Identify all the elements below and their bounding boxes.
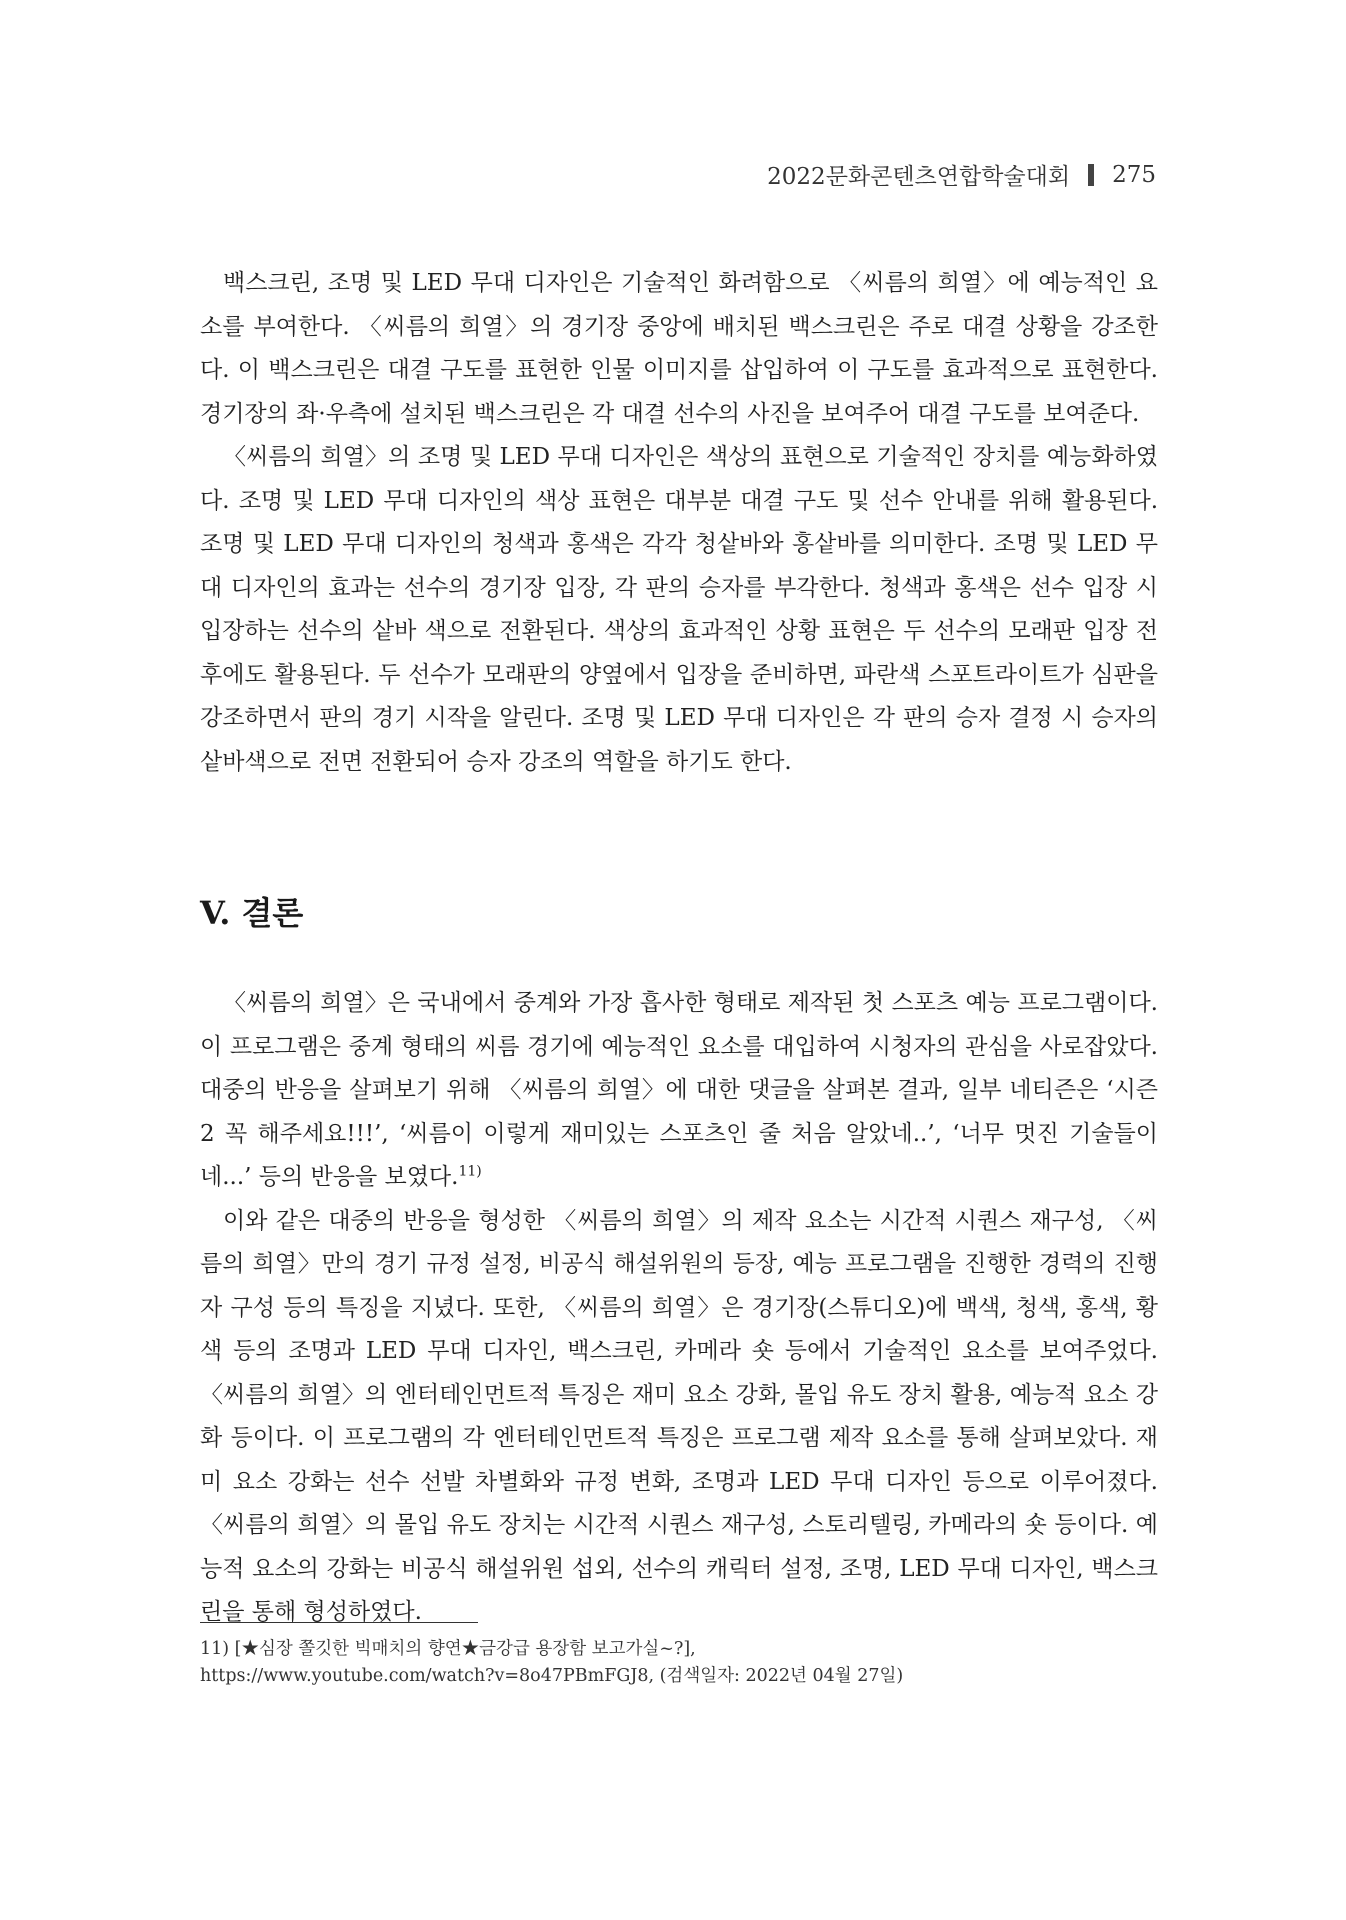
paragraph: 백스크린, 조명 및 LED 무대 디자인은 기술적인 화려함으로 〈씨름의 희열〉에 예능적인 요소를 부여한다. 〈씨름의 희열〉의 경기장 중앙에 배치된 백스크린은 주로 대결 상황을 강조한다. 이 백스크린은 대결 구도를 표현한 인물 이미지를 삽입하여 이 구도를 효과적으로 표현한다. 경기장의 좌·우측에 설치된 백스크린은 각 대결 선수의 사진을 보여주어 대결 구도를 보여준다. [200, 270, 1158, 427]
section-heading: V. 결론 [200, 894, 304, 932]
footnote-reference[interactable]: 11) [458, 1163, 482, 1180]
footnotes [200, 1636, 1158, 1690]
page-number: 275 [1112, 161, 1156, 188]
header-title: 2022문화콘텐츠연합학술대회 [767, 164, 1071, 190]
paragraph: 〈씨름의 희열〉의 조명 및 LED 무대 디자인은 색상의 표현으로 기술적인 장치를 예능화하였다. 조명 및 LED 무대 디자인의 색상 표현은 대부분 대결 구도 및 선수 안내를 위해 활용된다. 조명 및 LED 무대 디자인의 청색과 홍색은 각각 청샅바와 홍샅바를 의미한다. 조명 및 LED 무대 디자인의 효과는 선수의 경기장 입장, 각 판의 승자를 부각한다. 청색과 홍색은 선수 입장 시 입장하는 선수의 샅바 색으로 전환된다. 색상의 효과적인 상황 표현은 두 선수의 모래판 입장 전후에도 활용된다. 두 선수가 모래판의 양옆에서 입장을 준비하면, 파란색 스포트라이트가 심판을 강조하면서 판의 경기 시작을 알린다. 조명 및 LED 무대 디자인은 각 판의 승자 결정 시 승자의 샅바색으로 전면 전환되어 승자 강조의 역할을 하기도 한다. [200, 444, 1159, 775]
conclusion-body [200, 982, 1158, 1635]
paragraph [200, 982, 1158, 1200]
paragraph-text: 〈씨름의 희열〉은 국내에서 중계와 가장 흡사한 형태로 제작된 첫 스포츠 예능 프로그램이다. 이 프로그램은 중계 형태의 씨름 경기에 예능적인 요소를 대입하여 시청자의 관심을 사로잡았다. 대중의 반응을 살펴보기 위해 〈씨름의 희열〉에 대한 댓글을 살펴본 결과, 일부 네티즌은 ‘시즌2 꼭 해주세요!!!’, ‘씨름이 이렇게 재미있는 스포츠인 줄 처음 알았네..’, ‘너무 멋진 기술들이네...’ 등의 반응을 보였다. [200, 990, 1158, 1190]
footnote-divider [200, 1622, 478, 1623]
footnote-url[interactable]: https://www.youtube.com/watch?v=8o47PBmFGJ8, (검색일자: 2022년 04월 27일) [200, 1666, 904, 1686]
running-header [767, 158, 1156, 191]
paragraph: 이와 같은 대중의 반응을 형성한 〈씨름의 희열〉의 제작 요소는 시간적 시퀀스 재구성, 〈씨름의 희열〉만의 경기 규정 설정, 비공식 해설위원의 등장, 예능 프로그램을 진행한 경력의 진행자 구성 등의 특징을 지녔다. 또한, 〈씨름의 희열〉은 경기장(스튜디오)에 백색, 청색, 홍색, 황색 등의 조명과 LED 무대 디자인, 백스크린, 카메라 숏 등에서 기술적인 요소를 보여주었다. 〈씨름의 희열〉의 엔터테인먼트적 특징은 재미 요소 강화, 몰입 유도 장치 활용, 예능적 요소 강화 등이다. 이 프로그램의 각 엔터테인먼트적 특징은 프로그램 제작 요소를 통해 살펴보았다. 재미 요소 강화는 선수 선발 차별화와 규정 변화, 조명과 LED 무대 디자인 등으로 이루어졌다. 〈씨름의 희열〉의 몰입 유도 장치는 시간적 시퀀스 재구성, 스토리텔링, 카메라의 숏 등이다. 예능적 요소의 강화는 비공식 해설위원 섭외, 선수의 캐릭터 설정, 조명, LED 무대 디자인, 백스크린을 통해 형성하였다. [200, 1207, 1158, 1625]
footnote-title: 11) [★심장 쫄깃한 빅매치의 향연★금강급 용장함 보고가실~?], [200, 1639, 696, 1659]
section-body [200, 262, 1158, 784]
header-separator [1088, 164, 1094, 186]
